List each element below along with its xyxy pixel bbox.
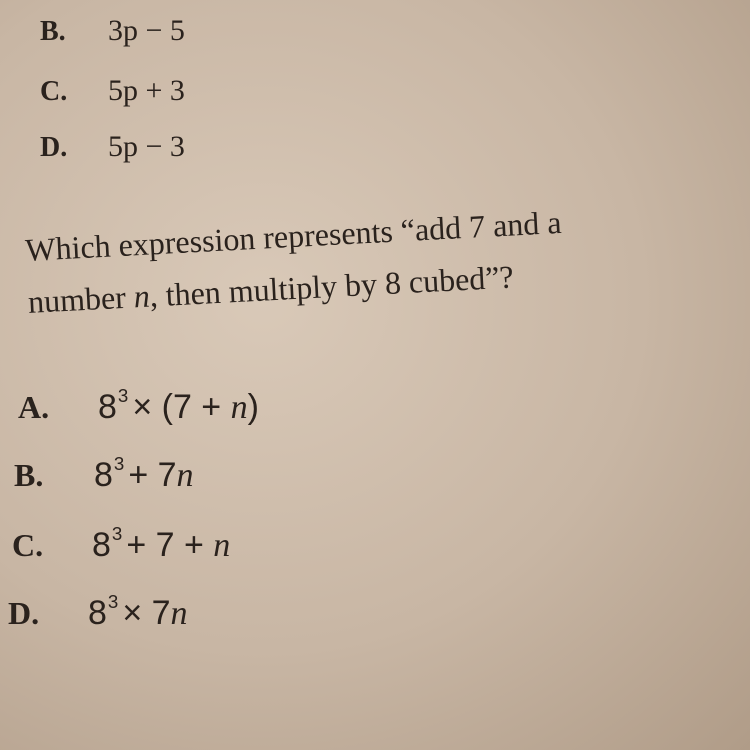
answer-option-d[interactable] xyxy=(8,590,188,632)
option-expression: 5p + 3 xyxy=(108,74,185,107)
expression-base: 8 xyxy=(98,388,117,426)
expression-exponent: 3 xyxy=(107,590,119,612)
expression-rest: + 7 + xyxy=(126,526,214,564)
option-letter: B. xyxy=(40,16,66,47)
question-line-2-end: , then multiply by 8 cubed”? xyxy=(148,258,515,314)
previous-option-d xyxy=(40,132,185,162)
answer-letter: A. xyxy=(18,389,50,425)
option-expression: 5p − 3 xyxy=(108,130,185,163)
option-expression: 3p − 5 xyxy=(108,14,185,47)
answer-option-a[interactable] xyxy=(18,384,259,426)
expression-rest: × 7 xyxy=(122,594,171,632)
expression-base: 8 xyxy=(92,526,111,564)
answer-option-c[interactable] xyxy=(12,522,231,564)
expression-variable: n xyxy=(213,527,231,564)
answer-option-b[interactable] xyxy=(14,452,194,494)
expression-rest: + 7 xyxy=(128,456,177,494)
expression-variable: n xyxy=(176,457,194,494)
answer-expression xyxy=(98,384,259,426)
expression-rest: × (7 + xyxy=(132,388,231,426)
expression-base: 8 xyxy=(88,594,107,632)
option-letter: D. xyxy=(40,132,68,163)
expression-exponent: 3 xyxy=(113,452,125,474)
expression-variable: n xyxy=(170,595,188,632)
option-letter: C. xyxy=(40,76,68,107)
answer-letter: C. xyxy=(12,527,44,563)
question-variable: n xyxy=(132,277,151,315)
previous-option-c xyxy=(40,76,185,106)
expression-variable: n xyxy=(230,389,248,426)
question-line-1: Which expression represents “add 7 and a xyxy=(24,203,563,268)
question-text xyxy=(24,184,750,328)
expression-exponent: 3 xyxy=(111,522,123,544)
question-line-2-start: number xyxy=(27,278,135,320)
expression-tail: ) xyxy=(247,388,259,426)
expression-exponent: 3 xyxy=(117,384,129,406)
answer-expression xyxy=(94,452,194,494)
previous-option-b xyxy=(40,16,185,46)
answer-expression xyxy=(88,590,188,632)
expression-base: 8 xyxy=(94,456,113,494)
answer-letter: B. xyxy=(14,457,44,493)
answer-letter: D. xyxy=(8,595,40,631)
answer-expression xyxy=(92,522,231,564)
